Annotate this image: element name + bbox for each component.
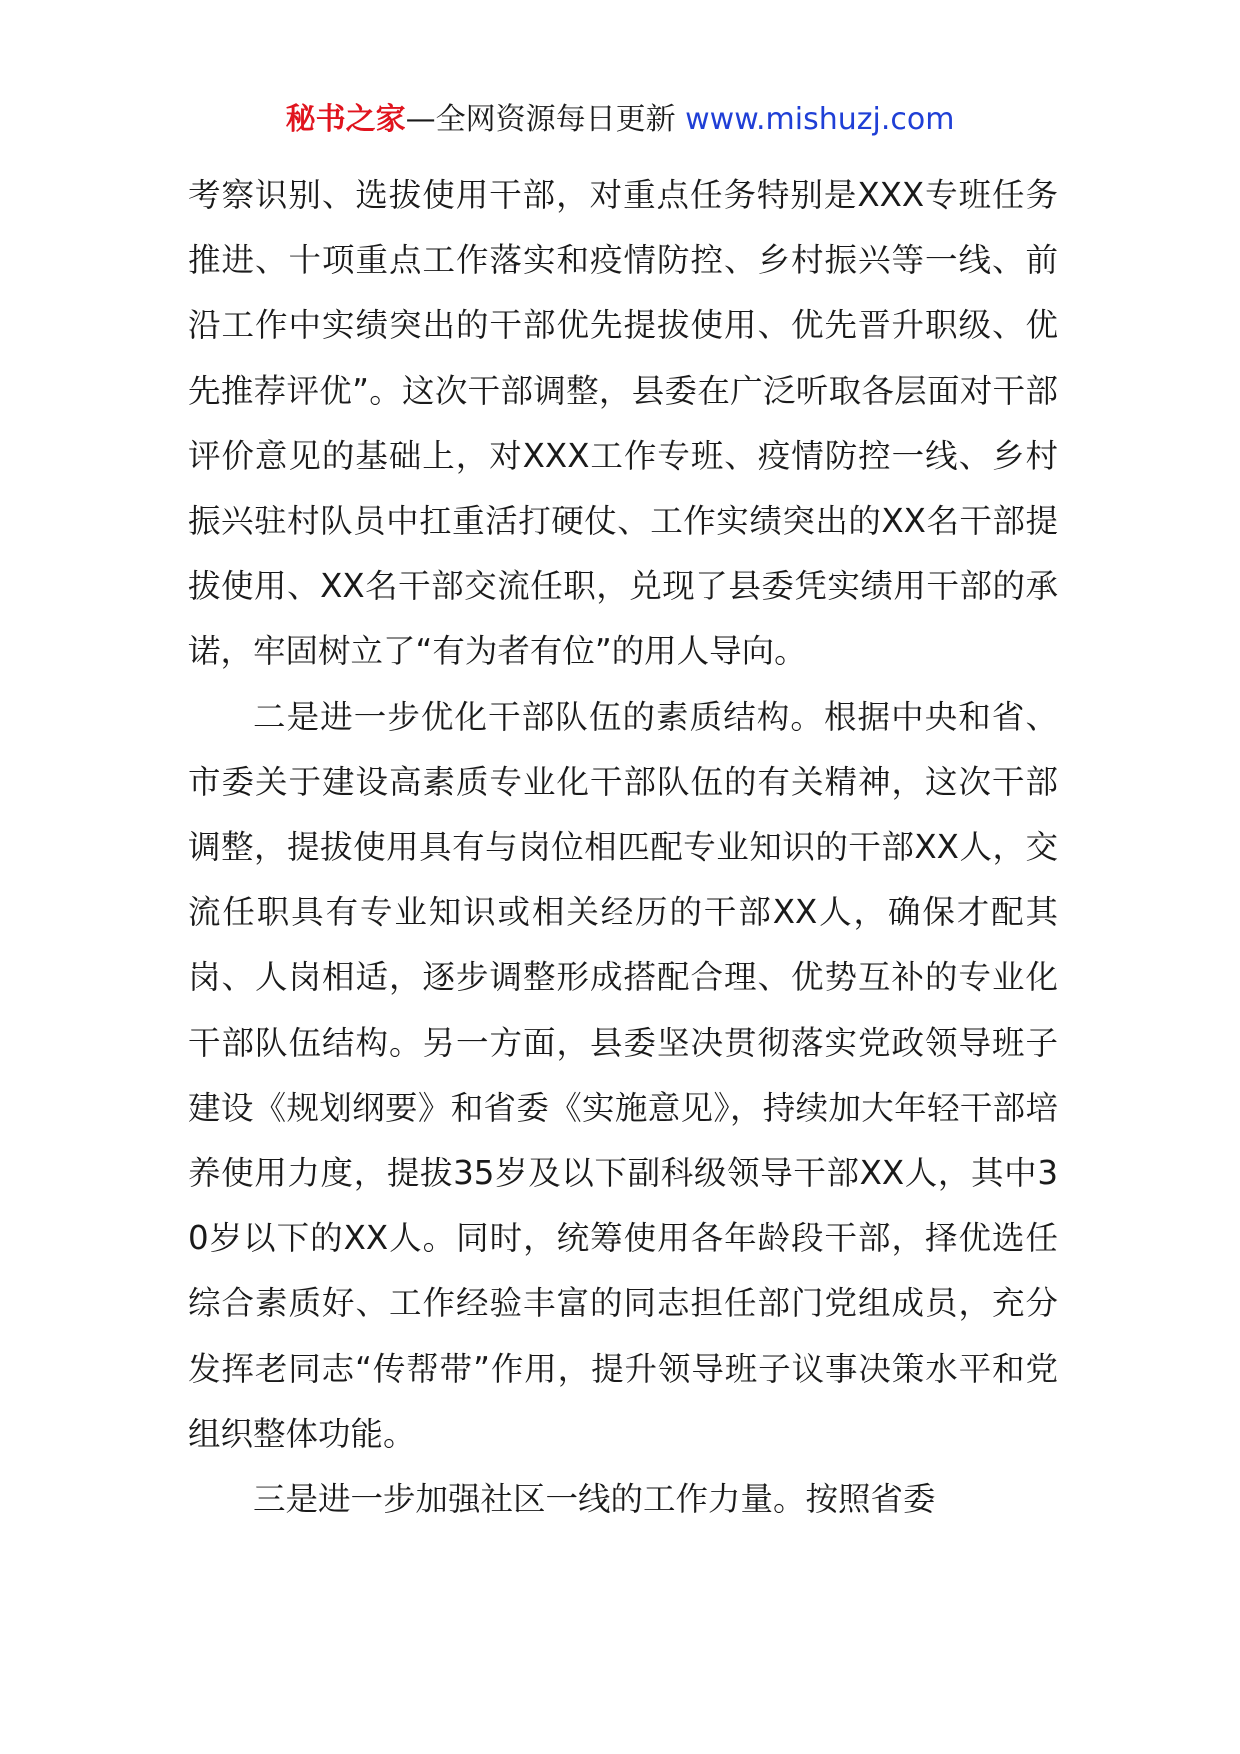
paragraph-3: 三是进一步加强社区一线的工作力量。按照省委: [253, 1480, 936, 1519]
site-url-link[interactable]: www.mishuzj.com: [685, 102, 955, 137]
header-tagline: —全网资源每日更新: [405, 102, 686, 137]
paragraph-1: 考察识别、选拔使用干部，对重点任务特别是XXX专班任务推进、十项重点工作落实和疫情防控、乡村振兴等一线、前沿工作中实绩突出的干部优先提拔使用、优先晋升职级、优先推荐评优”。这次干部调整，县委在广泛听取各层面对干部评价意见的基础上，对XXX工作专班、疫情防控一线、乡村振兴驻村队员中扛重活打硬仗、工作实绩突出的XX名干部提拔使用、XX名干部交流任职，兑现了县委凭实绩用干部的承诺，牢固树立了“有为者有位”的用人导向。: [188, 176, 1058, 671]
brand-name: 秘书之家: [285, 102, 406, 137]
page-header: [0, 98, 1240, 142]
paragraph-2: 二是进一步优化干部队伍的素质结构。根据中央和省、市委关于建设高素质专业化干部队伍的有关精神，这次干部调整，提拔使用具有与岗位相匹配专业知识的干部XX人，交流任职具有专业知识或相关经历的干部XX人，确保才配其岗、人岗相适，逐步调整形成搭配合理、优势互补的专业化干部队伍结构。另一方面，县委坚决贯彻落实党政领导班子建设《规划纲要》和省委《实施意见》，持续加大年轻干部培养使用力度，提拔35岁及以下副科级领导干部XX人，其中30岁以下的XX人。同时，统筹使用各年龄段干部，择优选任综合素质好、工作经验丰富的同志担任部门党组成员，充分发挥老同志“传帮带”作用，提升领导班子议事决策水平和党组织整体功能。: [188, 697, 1058, 1453]
document-body: [188, 163, 1058, 1532]
